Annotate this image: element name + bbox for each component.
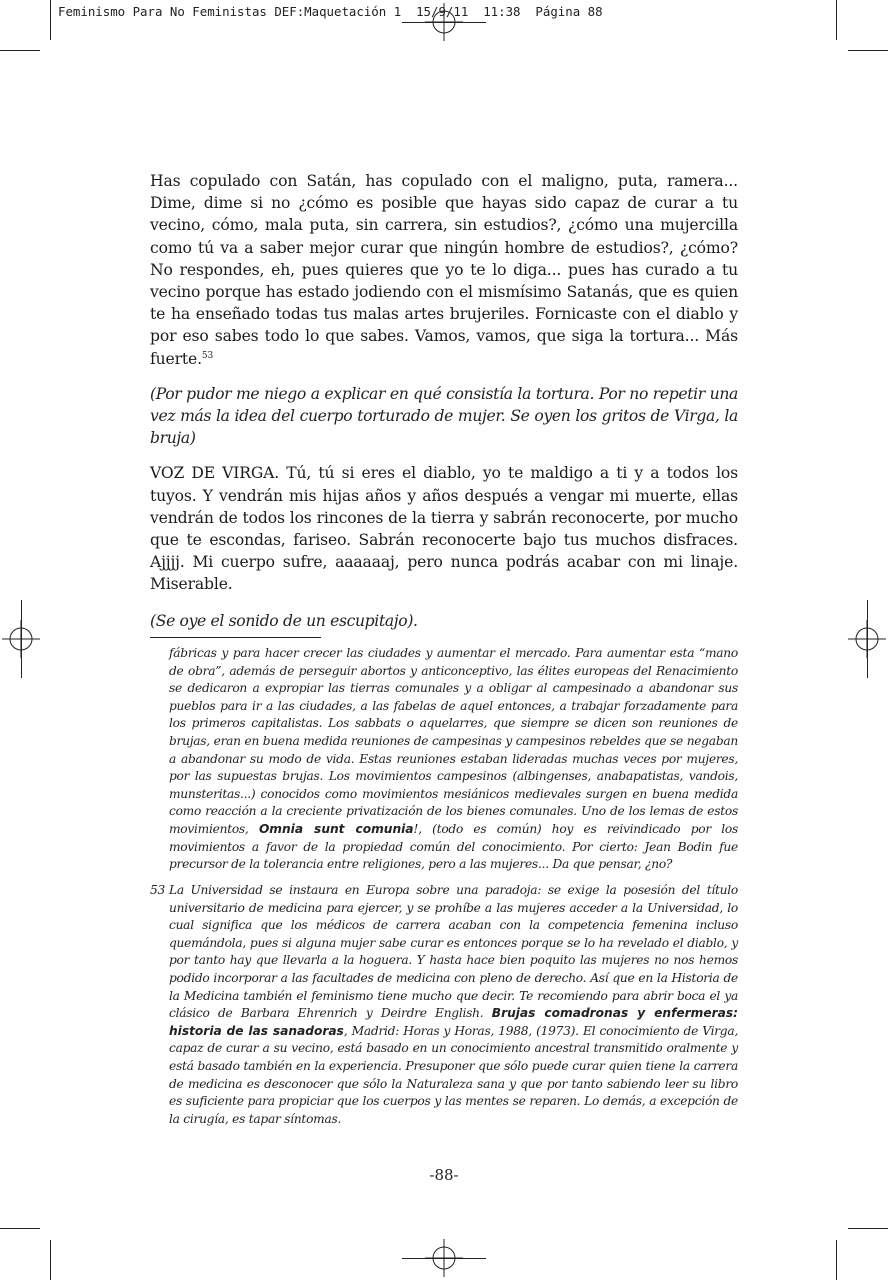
crop-mark	[50, 0, 51, 40]
stage-direction: (Por pudor me niego a explicar en qué consistía la tortura. Por no repetir una vez más la idea del cuerpo torturado de mujer. Se oyen los gritos de Virga, la bruja)	[150, 384, 738, 448]
crop-mark	[21, 600, 22, 678]
footnote-number: 53	[150, 883, 166, 897]
crop-mark	[0, 1228, 40, 1229]
body-paragraph	[150, 170, 738, 370]
footnote-53	[150, 882, 738, 1128]
footnote-text: , Madrid: Horas y Horas, 1988, (1973). El conocimiento de Virga, capaz de curar a su vecino, está basado en un conocimiento ancestral transmitido oralmente y está basado también en la experiencia. Presuponer que sólo puede curar quien tiene la carrera de medicina es desconocer que sólo la Naturaleza sana y que por tanto sabiendo leer su libro es suficiente para propiciar que los cuerpos y las mentes se reparen. Lo demás, a excepción de la cirugía, es tapar síntomas.	[169, 1023, 738, 1126]
page-number: -88-	[429, 1166, 459, 1184]
footnote-reference: 53	[201, 350, 214, 361]
footnote-continuation	[150, 645, 738, 874]
crop-mark	[836, 1240, 837, 1280]
body-paragraph: VOZ DE VIRGA. Tú, tú si eres el diablo, yo te maldigo a ti y a todos los tuyos. Y vendrán mis hijas años y años después a vengar mi muerte, ellas vendrán de todos los rincones de la tierra y sabrán reconocerte, por mucho que te escondas, fariseo. Sabrán reconocerte bajo tus muchos disfraces. Ajjjj. Mi cuerpo sufre, aaaaaaj, pero nunca podrás acabar con mi linaje. Miserable.	[150, 464, 738, 594]
crop-mark	[836, 0, 837, 40]
footnote-bold-phrase: Omnia sunt comunia	[258, 821, 414, 836]
crop-mark	[848, 1228, 888, 1229]
crop-mark	[848, 50, 888, 51]
footnote-text: fábricas y para hacer crecer las ciudades y aumentar el mercado. Para aumentar esta “mano de obra”, además de perseguir abortos y anticonceptivo, las élites europeas del Renacimiento se dedicaron a expropiar las tierras comunales y a obligar al campesinado a abandonar sus pueblos para ir a las ciudades, a las fabelas de aquel entonces, a trabajar forzadamente para los primeros capitalistas. Los sabbats o aquelarres, que siempre se dicen son reuniones de brujas, eran en buena medida reuniones de campesinas y campesinos rebeldes que se negaban a abandonar su modo de vida. Estas reuniones estaban lideradas muchas veces por mujeres, por las supuestas brujas. Los movimientos campesinos (albingenses, anabapatistas, vandois, munsteritas...) conocidos como movimientos mesiánicos medievales surgen en buena medida como reacción a la creciente privatización de los bienes comunales. Uno de los lemas de estos movimientos,	[169, 646, 738, 836]
footnote-text: !, (todo es común) hoy es reivindicado por los movimientos a favor de la propiedad común del conocimiento. Por cierto: Jean Bodin fue precursor de la tolerancia entre religiones, pero a las mujeres... Da que pensar, ¿no?	[169, 821, 739, 872]
crop-mark	[50, 1240, 51, 1280]
registration-mark-icon	[425, 1239, 463, 1277]
footnote-book-title: Brujas comadronas y enfermeras: historia de las sanadoras	[169, 1006, 739, 1038]
crop-mark	[867, 600, 868, 678]
stage-direction: (Se oye el sonido de un escupitajo).	[150, 611, 418, 630]
paragraph-text: Has copulado con Satán, has copulado con el maligno, puta, ramera... Dime, dime si no ¿cómo es posible que hayas sido capaz de curar a tu vecino, cómo, mala puta, sin carrera, sin estudios?, ¿cómo una mujercilla como tú va a saber mejor curar que ningún hombre de estudios?, ¿cómo? No respondes, eh, pues quieres que yo te lo diga... pues has curado a tu vecino porque has estado jodiendo con el mismísimo Satanás, que es quien te ha enseñado todas tus malas artes brujeriles. Fornicaste con el diablo y por eso sabes todo lo que sabes. Vamos, vamos, que siga la tortura... Más fuerte.	[150, 172, 738, 368]
print-slug: Feminismo Para No Feministas DEF:Maquetación 1 15/9/11 11:38 Página 88	[58, 4, 603, 19]
main-text	[150, 170, 738, 632]
registration-mark-icon	[425, 3, 463, 41]
crop-mark	[0, 50, 40, 51]
footnote-separator	[150, 637, 321, 638]
footnote-text: La Universidad se instaura en Europa sobre una paradoja: se exige la posesión del título universitario de medicina para ejercer, y se prohíbe a las mujeres acceder a la Universidad, lo cual significa que los médicos de carrera acaban con la competencia femenina incluso quemándola, pues si alguna mujer sabe curar es entonces porque se lo ha revelado el diablo, y por tanto hay que llevarla a la hoguera. Y hasta hace bien poquito las mujeres no nos hemos podido incorporar a las facultades de medicina con pleno de derecho. Así que en la Historia de la Medicina también el feminismo tiene mucho que decir. Te recomiendo para abrir boca el ya clásico de Barbara Ehrenrich y Deirdre English.	[169, 883, 738, 1021]
